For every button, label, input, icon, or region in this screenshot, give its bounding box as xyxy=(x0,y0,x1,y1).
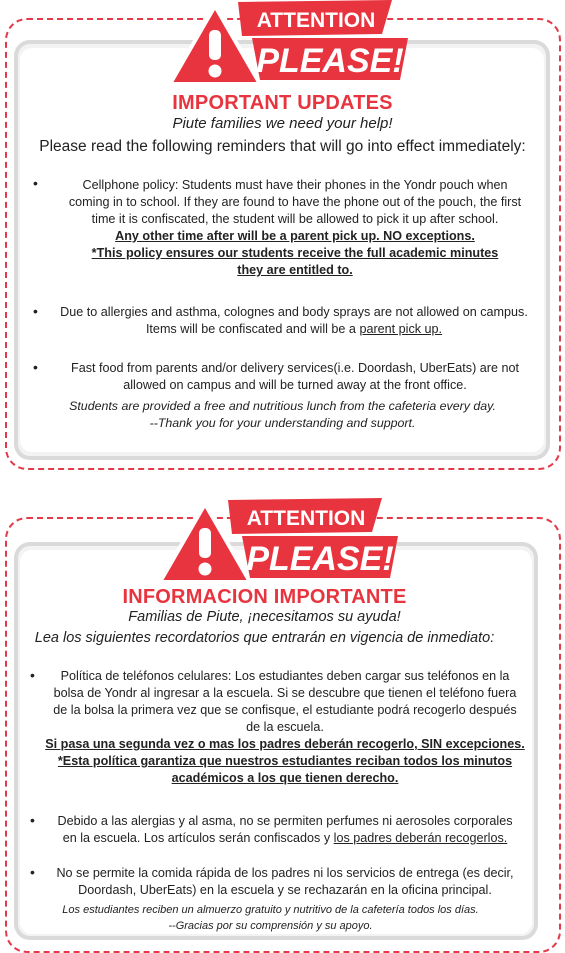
badge-attention-text: ATTENTION xyxy=(246,507,366,530)
attention-badge xyxy=(160,0,410,90)
attention-badge xyxy=(150,498,400,588)
cellphone-policy: Política de teléfonos celulares: Los estudiantes deben cargar sus teléfonos en la bolsa de Yondr al ingresar a la escuela. Si se descubre que tienen el teléfono fuera de la bolsa la primera vez que se confisque, el estudiante podrá recogerlo después de la escuela. Si pasa una segunda vez o mas los padres deberán recogerlo, SIN excepciones. *Esta política garantiza que nuestros estudiantes reciban todos los minutos académicos a los que tienen derecho. xyxy=(45,669,525,785)
bullet-icon: • xyxy=(33,303,38,319)
bullet-icon: • xyxy=(30,864,35,880)
allergies-policy: Debido a las alergias y al asma, no se permiten perfumes ni aerosoles corporales en la escuela. Los artículos serán confiscados y los padres deberán recogerlos. xyxy=(57,814,513,845)
lunch-note: Los estudiantes reciben un almuerzo gratuito y nutritivo de la cafetería todos los días. xyxy=(62,904,479,916)
english-notice xyxy=(0,0,565,470)
bullet-icon: • xyxy=(33,359,38,375)
heading: IMPORTANT UPDATES xyxy=(172,92,393,114)
badge-attention-text: ATTENTION xyxy=(256,9,376,32)
subtitle: Piute families we need your help! xyxy=(172,115,393,132)
fastfood-policy: Fast food from parents and/or delivery services(i.e. Doordash, UberEats) are not allowed on campus and will be turned away at the front office. xyxy=(71,361,519,392)
bullet-icon: • xyxy=(30,812,35,828)
fastfood-policy: No se permite la comida rápida de los padres ni los servicios de entrega (es decir, Doordash, UberEats) en la escuela y se rechazarán en la oficina principal. xyxy=(56,866,514,897)
spanish-notice xyxy=(0,490,565,951)
bullet-icon: • xyxy=(33,175,38,191)
lead-text: Lea los siguientes recordatorios que entrarán en vigencia de inmediato: xyxy=(34,630,495,646)
lead-text: Please read the following reminders that will go into effect immediately: xyxy=(39,138,526,155)
bullet-icon: • xyxy=(30,667,35,683)
lunch-note: Students are provided a free and nutritious lunch from the cafeteria every day. xyxy=(69,399,496,413)
allergies-policy: Due to allergies and asthma, colognes and body sprays are not allowed on campus. Items will be confiscated and will be a parent pick up. xyxy=(60,305,528,336)
thank-you-note: --Thank you for your understanding and support. xyxy=(149,416,416,430)
heading: INFORMACION IMPORTANTE xyxy=(122,586,407,608)
parent-pickup-text: parent pick up. xyxy=(359,322,443,336)
parent-pickup-text: los padres deberán recogerlos. xyxy=(333,831,508,845)
subtitle: Familias de Piute, ¡necesitamos su ayuda! xyxy=(128,609,401,625)
badge-please-text: PLEASE! xyxy=(246,540,394,578)
thank-you-note: --Gracias por su comprensión y su apoyo. xyxy=(168,920,373,932)
badge-please-text: PLEASE! xyxy=(256,42,404,80)
cellphone-policy: Cellphone policy: Students must have their phones in the Yondr pouch when coming in to school. If they are found to have the phone out of the pouch, the first time it is confiscated, the student will be allowed to pick it up after school. Any other time after will be a parent pick up. NO exceptions. *This policy ensures our students receive the full academic minutes they are entitled to. xyxy=(68,178,522,277)
